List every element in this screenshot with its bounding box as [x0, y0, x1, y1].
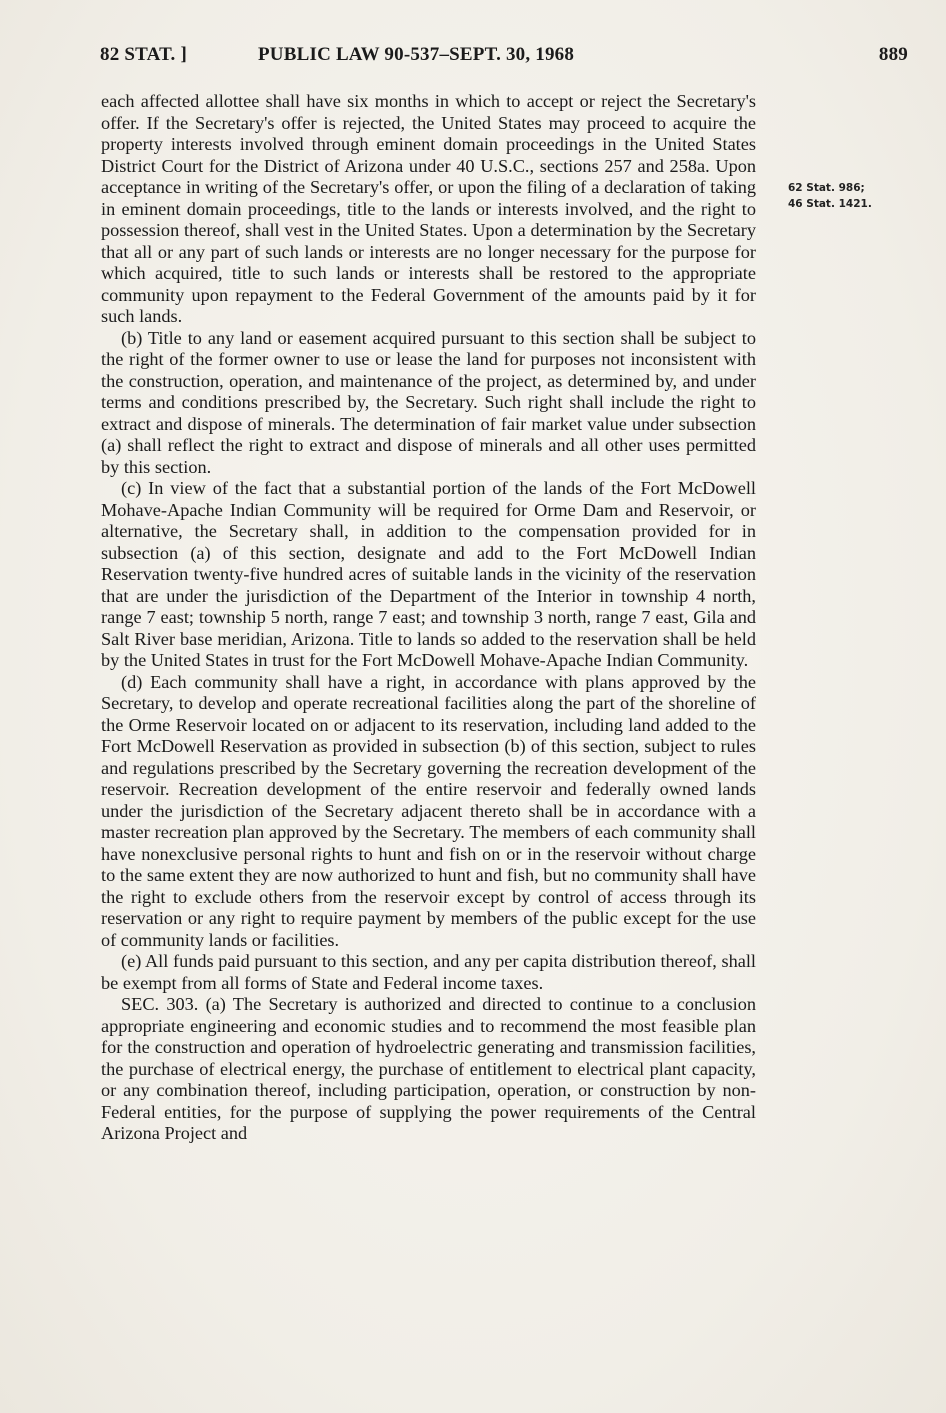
running-title: PUBLIC LAW 90-537–SEPT. 30, 1968 [258, 44, 575, 65]
margin-citation-line: 62 Stat. 986; [788, 182, 865, 194]
margin-citation [788, 180, 898, 212]
paragraph-subsection-b: (b) Title to any land or easement acquired pursuant to this section shall be subject to the right of the former owner to use or lease the land for purposes not inconsistent with the construction, operation, and maintenance of the project, as determined by, and under terms and conditions prescribed by, the Secretary. Such right shall include the right to extract and dispose of minerals. The determination of fair market value under subsection (a) shall reflect the right to extract and dispose of minerals and all other uses permitted by this section. [101, 327, 756, 477]
section-text: (a) The Secretary is authorized and directed to continue to a conclusion appropriate engineering and economic studies and to recommend the most feasible plan for the construction and operation of hydroelectric generating and transmission facilities, the purchase of electrical energy, the purchase of entitlement to electrical plant capacity, or any combination thereof, including participation, operation, or construction by non-Federal entities, for the purpose of supplying the power requirements of the Central Arizona Project and [101, 994, 756, 1143]
body-text [101, 91, 756, 1145]
paragraph-subsection-d: (d) Each community shall have a right, in accordance with plans approved by the Secretary, to develop and operate recreational facilities along the part of the shoreline of the Orme Reservoir located on or adjacent to its reservation, including land added to the Fort McDowell Reservation as provided in subsection (b) of this section, subject to rules and regulations prescribed by the Secretary governing the recreation development of the reservoir. Recreation development of the entire reservoir and federally owned lands under the jurisdiction of the Secretary adjacent thereto shall be in accordance with a master recreation plan approved by the Secretary. The members of each community shall have nonexclusive personal rights to hunt and fish on or in the reservoir without charge to the same extent they are now authorized to hunt and fish, but no community shall have the right to exclude others from the reservoir except by control of access through its reservation or any right to require payment by members of the public except for the use of community lands or facilities. [101, 671, 756, 950]
section-label: SEC. 303. [121, 994, 199, 1014]
paragraph-continuation: each affected allottee shall have six months in which to accept or reject the Secretary's offer. If the Secretary's offer is rejected, the United States may proceed to acquire the property interests involved through eminent domain proceedings in the United States District Court for the District of Arizona under 40 U.S.C., sections 257 and 258a. Upon acceptance in writing of the Secretary's offer, or upon the filing of a declaration of taking in eminent domain proceedings, title to the lands or interests involved, and the right to possession thereof, shall vest in the United States. Upon a determination by the Secretary that all or any part of such lands or interests are no longer necessary for the purpose for which acquired, title to such lands or interests shall be restored to the appropriate community upon repayment to the Federal Government of the amounts paid by it for such lands. [101, 91, 756, 326]
paragraph-subsection-e: (e) All funds paid pursuant to this section, and any per capita distribution thereof, shall be exempt from all forms of State and Federal income taxes. [101, 951, 756, 993]
page-header [100, 40, 908, 70]
paragraph-section-303 [101, 994, 756, 1145]
paragraph-subsection-c: (c) In view of the fact that a substantial portion of the lands of the Fort McDowell Mohave-Apache Indian Community will be required for Orme Dam and Reservoir, or alternative, the Secretary shall, in addition to the compensation provided for in subsection (a) of this section, designate and add to the Fort McDowell Indian Reservation twenty-five hundred acres of suitable lands in the vicinity of the reservation that are under the jurisdiction of the Department of the Interior in township 4 north, range 7 east; township 5 north, range 7 east; and township 3 north, range 7 east, Gila and Salt River base meridian, Arizona. Title to lands so added to the reservation shall be held by the United States in trust for the Fort McDowell Mohave-Apache Indian Community. [101, 478, 756, 670]
page-number: 889 [878, 44, 908, 65]
stat-reference: 82 STAT. ] [100, 44, 187, 65]
margin-citation-line: 46 Stat. 1421. [788, 198, 872, 210]
